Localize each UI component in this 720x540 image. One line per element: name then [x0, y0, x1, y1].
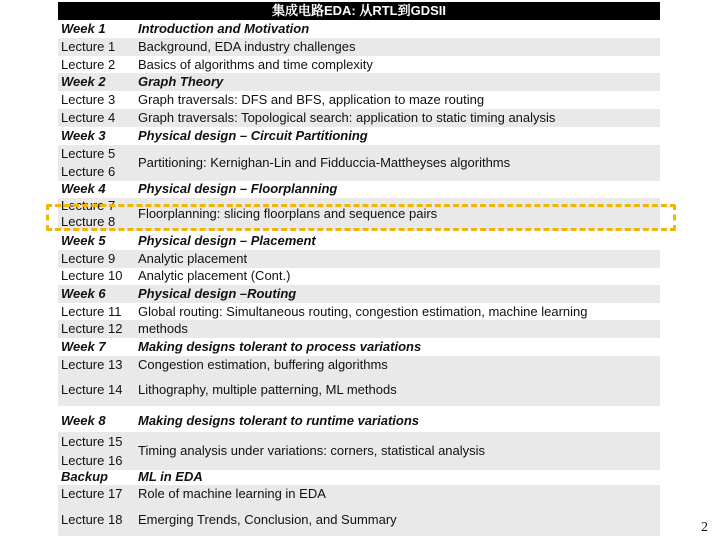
week-row: [58, 20, 660, 38]
topic-cell: [136, 356, 660, 374]
session-label-cell: [58, 145, 136, 181]
topic-text: Introduction and Motivation: [138, 21, 310, 36]
topic-text: Lithography, multiple patterning, ML methods: [138, 382, 397, 397]
lecture-row: [58, 267, 660, 285]
topic-text: Emerging Trends, Conclusion, and Summary: [138, 511, 397, 527]
page-number: 2: [701, 520, 708, 535]
session-label-cell: [58, 303, 136, 321]
session-label: Lecture 2: [61, 57, 116, 72]
lecture-row: [58, 503, 660, 536]
topic-text: Physical design –Routing: [138, 286, 297, 301]
session-label-cell: [58, 320, 136, 338]
topic-text: Physical design – Placement: [138, 233, 316, 248]
topic-cell: [136, 485, 660, 503]
topic-cell: [136, 127, 660, 145]
topic-text: Graph traversals: DFS and BFS, application to maze routing: [138, 92, 485, 107]
topic-text: Global routing: Simultaneous routing, congestion estimation, machine learning: [138, 304, 588, 319]
topic-text: Analytic placement (Cont.): [138, 268, 291, 283]
session-label: Lecture 13: [61, 357, 123, 372]
session-label-cell: [58, 485, 136, 503]
topic-cell: [136, 91, 660, 109]
topic-cell: [136, 338, 660, 356]
session-label-cell: [58, 432, 136, 470]
topic-cell: [136, 56, 660, 74]
topic-cell: [136, 468, 660, 486]
topic-cell: [136, 374, 660, 406]
session-label: Lecture 15: [61, 433, 123, 449]
topic-text: methods: [138, 321, 188, 336]
topic-cell: [136, 267, 660, 285]
session-label-cell: [58, 109, 136, 127]
lecture-row: [58, 303, 660, 321]
topic-cell: [136, 20, 660, 38]
week-row: [58, 468, 660, 486]
session-label-cell: [58, 56, 136, 74]
page-title: 集成电路EDA: 从RTL到GDSII: [58, 2, 660, 20]
topic-text: Partitioning: Kernighan-Lin and Fidduccia-Mattheyses algorithms: [138, 155, 511, 170]
session-label: Week 4: [61, 181, 106, 196]
topic-text: Making designs tolerant to runtime variations: [138, 413, 419, 428]
topic-cell: [136, 303, 660, 321]
topic-text: Role of machine learning in EDA: [138, 486, 326, 501]
session-label-cell: [58, 267, 136, 285]
session-label-cell: [58, 73, 136, 91]
highlight-box: [46, 204, 676, 231]
session-label-cell: [58, 38, 136, 56]
session-label: Lecture 17: [61, 486, 123, 501]
session-label: Lecture 3: [61, 92, 116, 107]
session-label-cell: [58, 411, 136, 431]
lecture-row: [58, 91, 660, 109]
session-label-cell: [58, 338, 136, 356]
topic-cell: [136, 432, 660, 470]
topic-cell: [136, 503, 660, 536]
session-label: Week 3: [61, 128, 106, 143]
topic-text: Physical design – Floorplanning: [138, 181, 338, 196]
topic-cell: [136, 411, 660, 431]
session-label-cell: [58, 285, 136, 303]
week-row: [58, 127, 660, 145]
topic-text: Floorplanning: slicing floorplans and sequence pairs: [138, 206, 438, 221]
lecture-row: [58, 109, 660, 127]
topic-text: Physical design – Circuit Partitioning: [138, 128, 368, 143]
session-label: Lecture 16: [61, 452, 123, 468]
topic-text: ML in EDA: [138, 469, 203, 484]
session-label: Lecture 4: [61, 110, 116, 125]
session-label: Lecture 11: [61, 304, 122, 319]
session-label: Week 7: [61, 339, 106, 354]
session-label-cell: [58, 503, 136, 536]
session-label: Lecture 14: [61, 382, 123, 397]
week-row: [58, 180, 660, 198]
session-label: Week 5: [61, 233, 106, 248]
week-row: [58, 411, 660, 431]
week-row: [58, 338, 660, 356]
topic-cell: [136, 232, 660, 250]
topic-cell: [136, 250, 660, 268]
session-label-cell: [58, 356, 136, 374]
session-label: Week 8: [61, 413, 106, 428]
session-label-cell: [58, 91, 136, 109]
session-label: Lecture 6: [61, 164, 116, 179]
session-label: Lecture 18: [61, 511, 123, 527]
lecture-row: [58, 145, 660, 181]
session-label: Lecture 1: [61, 39, 116, 54]
session-label: Week 2: [61, 74, 106, 89]
week-row: [58, 285, 660, 303]
lecture-row: [58, 432, 660, 470]
topic-cell: [136, 73, 660, 91]
lecture-row: [58, 374, 660, 406]
lecture-row: [58, 356, 660, 374]
week-row: [58, 232, 660, 250]
topic-cell: [136, 320, 660, 338]
lecture-row: [58, 485, 660, 503]
topic-text: Graph traversals: Topological search: application to static timing analysis: [138, 110, 556, 125]
topic-text: Background, EDA industry challenges: [138, 39, 356, 54]
session-label-cell: [58, 20, 136, 38]
topic-text: Congestion estimation, buffering algorithms: [138, 357, 388, 372]
topic-cell: [136, 180, 660, 198]
topic-text: Timing analysis under variations: corners, statistical analysis: [138, 443, 486, 458]
topic-text: Basics of algorithms and time complexity: [138, 57, 373, 72]
topic-cell: [136, 109, 660, 127]
session-label-cell: [58, 180, 136, 198]
session-label-cell: [58, 127, 136, 145]
lecture-row: [58, 320, 660, 338]
lecture-row: [58, 56, 660, 74]
session-label: Lecture 9: [61, 251, 116, 266]
topic-cell: [136, 38, 660, 56]
session-label-cell: [58, 232, 136, 250]
session-label-cell: [58, 374, 136, 406]
session-label: Lecture 12: [61, 321, 123, 336]
session-label: Week 6: [61, 286, 106, 301]
session-label: Lecture 7: [61, 198, 116, 213]
lecture-row: [58, 250, 660, 268]
topic-text: Making designs tolerant to process variations: [138, 339, 422, 354]
lecture-row: [58, 38, 660, 56]
session-label: Lecture 10: [61, 268, 123, 283]
session-label: Lecture 8: [61, 214, 116, 229]
session-label-cell: [58, 250, 136, 268]
topic-text: Analytic placement: [138, 251, 248, 266]
topic-text: Graph Theory: [138, 74, 224, 89]
session-label: Week 1: [61, 21, 106, 36]
topic-cell: [136, 145, 660, 181]
session-label-cell: [58, 468, 136, 486]
session-label: Backup: [61, 469, 108, 484]
session-label: Lecture 5: [61, 146, 116, 161]
topic-cell: [136, 285, 660, 303]
week-row: [58, 73, 660, 91]
